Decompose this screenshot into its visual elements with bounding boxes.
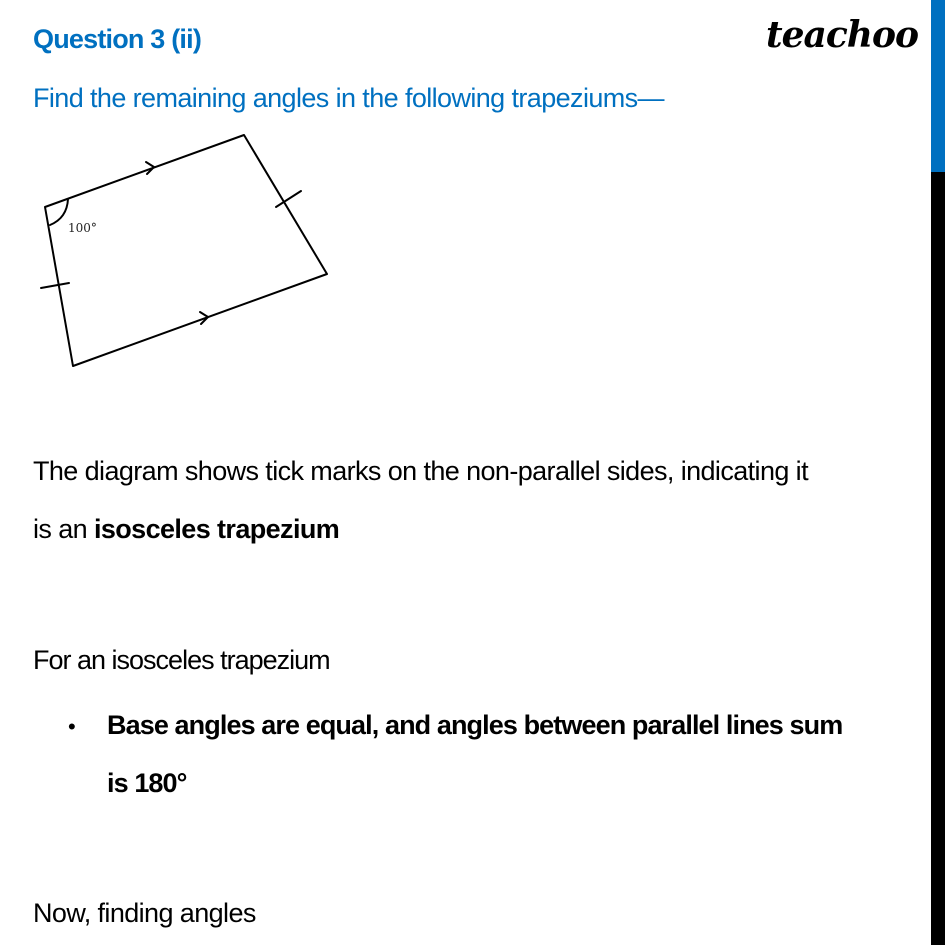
bullet-marker: • <box>68 714 76 739</box>
explanation-prefix: is an <box>33 514 94 544</box>
property-intro: For an isosceles trapezium <box>33 645 330 675</box>
next-step-text: Now, finding angles <box>33 898 256 928</box>
question-prompt: Find the remaining angles in the following trapeziums— <box>33 83 664 113</box>
angle-label: 100° <box>68 221 97 235</box>
question-title: Question 3 (ii) <box>33 24 202 54</box>
trapezium-outline <box>45 135 327 366</box>
explanation-line-2 <box>33 514 339 545</box>
bullet-line-2: is 180° <box>107 768 187 798</box>
isosceles-term: isosceles trapezium <box>93 514 340 544</box>
trapezium-diagram <box>20 120 350 380</box>
sidebar-accent <box>931 0 945 172</box>
tick-mark-left-icon <box>41 283 69 288</box>
teachoo-logo: teachoo <box>766 14 918 56</box>
explanation-line-1: The diagram shows tick marks on the non-parallel sides, indicating it <box>33 456 808 486</box>
bullet-line-1: Base angles are equal, and angles between parallel lines sum <box>107 710 843 740</box>
